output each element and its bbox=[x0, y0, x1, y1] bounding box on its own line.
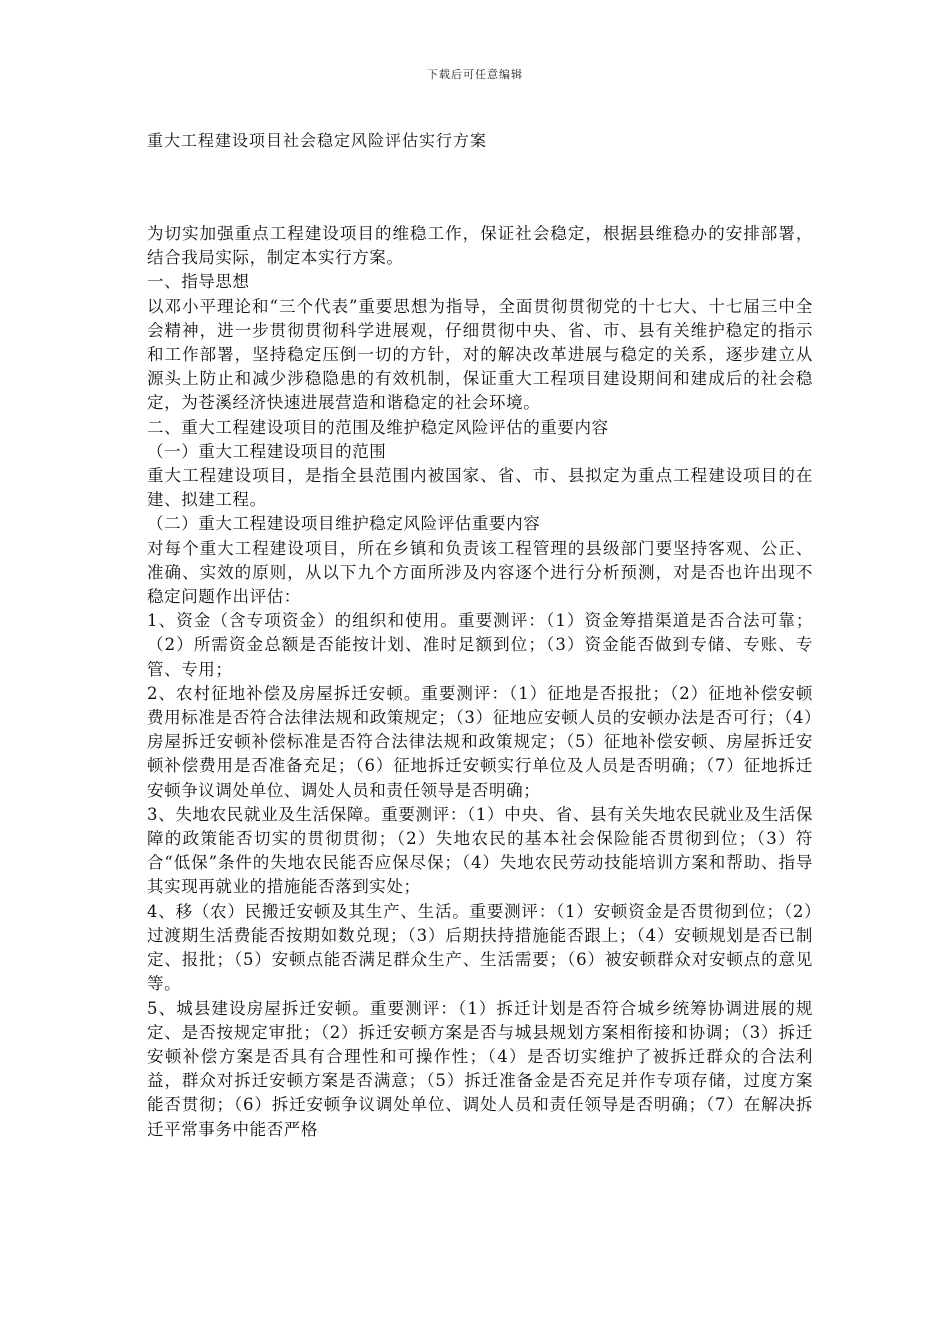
assessment-intro-paragraph: 对每个重大工程建设项目，所在乡镇和负责该工程管理的县级部门要坚持客观、公正、准确、实效的原则，从以下九个方面所涉及内容逐个进行分析预测，对是否也许出现不稳定问题作出评估： bbox=[147, 538, 813, 607]
item-2-land-compensation: 2、农村征地补偿及房屋拆迁安顿。重要测评：（1）征地是否报批；（2）征地补偿安顿费用标准是否符合法律法规和政策规定；（3）征地应安顿人员的安顿办法是否可行；（4）房屋拆迁安顿补偿标准是否符合法律法规和政策规定；（5）征地补偿安顿、房屋拆迁安顿补偿费用是否准备充足；（6）征地拆迁安顿实行单位及人员是否明确；（7）征地拆迁安顿争议调处单位、调处人员和责任领导是否明确； bbox=[147, 683, 813, 800]
subsection-heading-2: （二）重大工程建设项目维护稳定风险评估重要内容 bbox=[147, 514, 541, 534]
intro-paragraph: 为切实加强重点工程建设项目的维稳工作，保证社会稳定，根据县维稳办的安排部署，结合我局实际，制定本实行方案。 bbox=[147, 224, 813, 268]
item-1-funds: 1、资金（含专项资金）的组织和使用。重要测评：（1）资金筹措渠道是否合法可靠；（2）所需资金总额是否能按计划、准时足额到位；（3）资金能否做到专储、专账、专管、专用； bbox=[147, 611, 813, 679]
header-note: 下载后可任意编辑 bbox=[427, 68, 523, 81]
document-body bbox=[147, 222, 813, 1142]
guiding-ideology-paragraph: 以邓小平理论和“三个代表”重要思想为指导，全面贯彻贯彻党的十七大、十七届三中全会精神，进一步贯彻贯彻科学进展观，仔细贯彻中央、省、市、县有关维护稳定的指示和工作部署，坚持稳定压倒一切的方针，对的解决改革进展与稳定的关系，逐步建立从源头上防止和减少涉稳隐患的有效机制，保证重大工程项目建设期间和建成后的社会稳定，为苍溪经济快速进展营造和谐稳定的社会环境。 bbox=[147, 296, 813, 413]
subsection-heading-1: （一）重大工程建设项目的范围 bbox=[147, 441, 387, 461]
item-5-urban-demolition: 5、城县建设房屋拆迁安顿。重要测评：（1）拆迁计划是否符合城乡统筹协调进展的规定、是否按规定审批；（2）拆迁安顿方案是否与城县规划方案相衔接和协调；（3）拆迁安顿补偿方案是否具有合理性和可操作性；（4）是否切实维护了被拆迁群众的合法利益，群众对拆迁安顿方案是否满意；（5）拆迁准备金是否充足并作专项存储，过度方案能否贯彻；（6）拆迁安顿争议调处单位、调处人员和责任领导是否明确；（7）在解决拆迁平常事务中能否严格 bbox=[147, 998, 813, 1139]
section-heading-1: 一、指导思想 bbox=[147, 272, 250, 292]
scope-paragraph: 重大工程建设项目，是指全县范围内被国家、省、市、县拟定为重点工程建设项目的在建、拟建工程。 bbox=[147, 466, 813, 510]
item-4-resettlement: 4、移（农）民搬迁安顿及其生产、生活。重要测评：（1）安顿资金是否贯彻到位；（2）过渡期生活费能否按期如数兑现；（3）后期扶持措施能否跟上；（4）安顿规划是否已制定、报批；（5）安顿点能否满足群众生产、生活需要；（6）被安顿群众对安顿点的意见等。 bbox=[147, 901, 813, 994]
item-3-farmer-employment: 3、失地农民就业及生活保障。重要测评：（1）中央、省、县有关失地农民就业及生活保障的政策能否切实的贯彻贯彻；（2）失地农民的基本社会保险能否贯彻到位；（3）符合“低保”条件的失地农民能否应保尽保；（4）失地农民劳动技能培训方案和帮助、指导其实现再就业的措施能否落到实处； bbox=[147, 804, 813, 897]
section-heading-2: 二、重大工程建设项目的范围及维护稳定风险评估的重要内容 bbox=[147, 417, 609, 437]
document-title: 重大工程建设项目社会稳定风险评估实行方案 bbox=[147, 131, 488, 150]
